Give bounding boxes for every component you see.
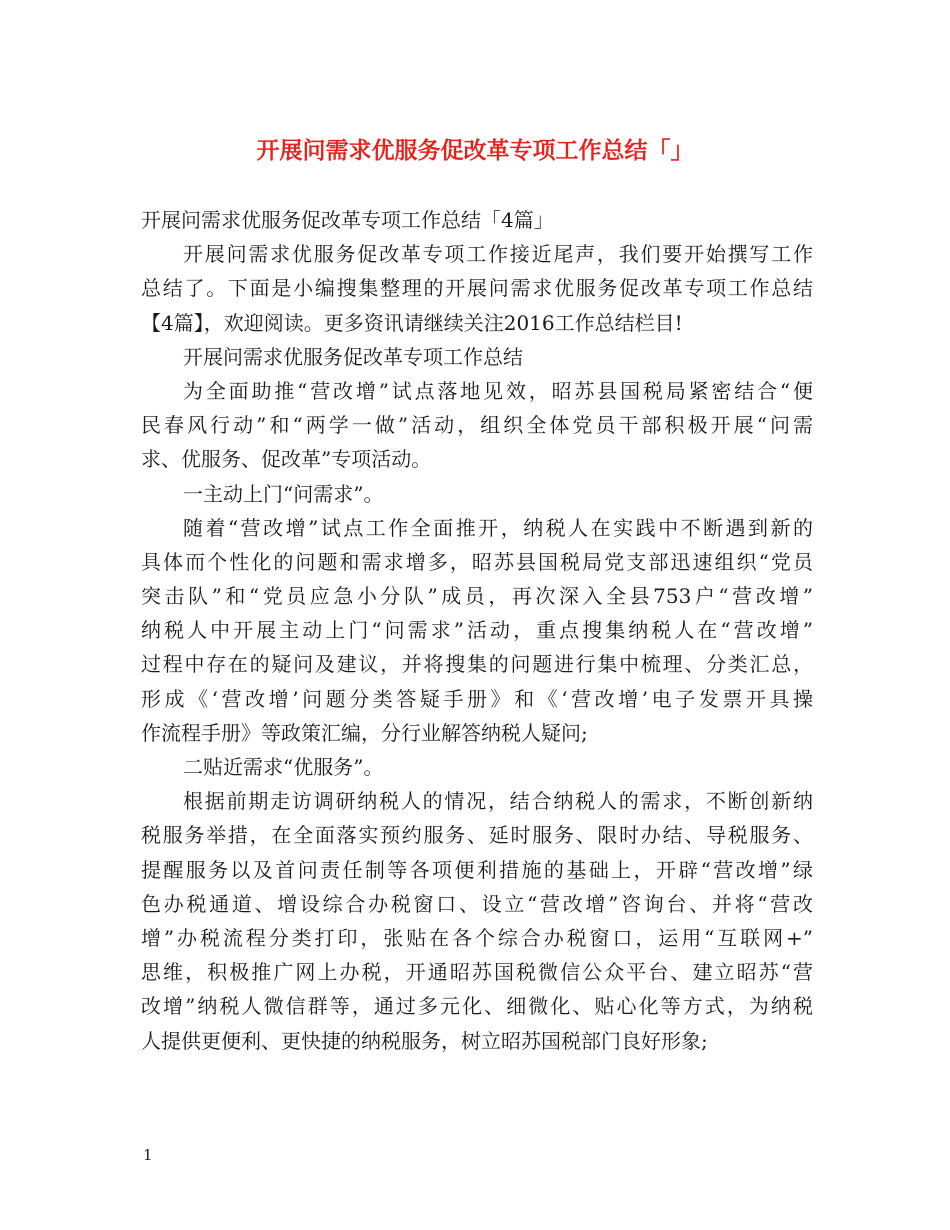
section-heading: 开展问需求优服务促改革专项工作总结 xyxy=(183,344,523,369)
paragraph-line: 增”办税流程分类打印，张贴在各个综合办税窗口，运用“互联网+” xyxy=(141,925,813,950)
paragraph-line: 根据前期走访调研纳税人的情况，结合纳税人的需求，不断创新纳 xyxy=(183,789,813,814)
paragraph-line: 【4篇】，欢迎阅读。更多资讯请继续关注2016工作总结栏目! xyxy=(141,310,683,335)
paragraph-line: 纳税人中开展主动上门“问需求”活动，重点搜集纳税人在“营改增” xyxy=(141,618,813,643)
paragraph-line: 民春风行动”和“两学一做”活动，组织全体党员干部积极开展“问需 xyxy=(141,413,813,438)
paragraph-line: 开展问需求优服务促改革专项工作接近尾声，我们要开始撰写工作 xyxy=(183,242,813,267)
paragraph-line: 提醒服务以及首问责任制等各项便利措施的基础上，开辟“营改增”绿 xyxy=(141,857,813,882)
paragraph-line: 突击队”和“党员应急小分队”成员，再次深入全县753户“营改增” xyxy=(141,584,813,609)
paragraph-line: 过程中存在的疑问及建议，并将搜集的问题进行集中梳理、分类汇总， xyxy=(141,652,813,677)
paragraph-line: 色办税通道、增设综合办税窗口、设立“营改增”咨询台、并将“营改 xyxy=(141,891,813,916)
subtitle-line: 开展问需求优服务促改革专项工作总结「4篇」 xyxy=(141,208,554,232)
document-body xyxy=(141,203,813,1058)
paragraph-line: 求、优服务、促改革”专项活动。 xyxy=(141,447,432,472)
paragraph-line: 形成《‘营改增’问题分类答疑手册》和《‘营改增’电子发票开具操 xyxy=(141,686,813,711)
paragraph-line: 税服务举措，在全面落实预约服务、延时服务、限时办结、导税服务、 xyxy=(141,823,813,848)
paragraph-line: 随着“营改增”试点工作全面推开，纳税人在实践中不断遇到新的 xyxy=(183,515,813,540)
paragraph-line: 人提供更便利、更快捷的纳税服务，树立昭苏国税部门良好形象; xyxy=(141,1028,708,1053)
paragraph-line: 改增”纳税人微信群等，通过多元化、细微化、贴心化等方式，为纳税 xyxy=(141,994,813,1019)
page-number: 1 xyxy=(143,1146,153,1164)
paragraph-line: 作流程手册》等政策汇编，分行业解答纳税人疑问; xyxy=(141,720,588,745)
section-heading: 一主动上门“问需求”。 xyxy=(183,481,384,506)
paragraph-line: 思维，积极推广网上办税，开通昭苏国税微信公众平台、建立昭苏“营 xyxy=(141,960,813,985)
document-title: 开展问需求优服务促改革专项工作总结「」 xyxy=(256,137,694,164)
paragraph-line: 总结了。下面是小编搜集整理的开展问需求优服务促改革专项工作总结 xyxy=(141,276,813,301)
paragraph-line: 具体而个性化的问题和需求增多，昭苏县国税局党支部迅速组织“党员 xyxy=(141,549,813,574)
section-heading: 二贴近需求“优服务”。 xyxy=(183,755,384,779)
paragraph-line: 为全面助推“营改增”试点落地见效，昭苏县国税局紧密结合“便 xyxy=(183,378,813,403)
